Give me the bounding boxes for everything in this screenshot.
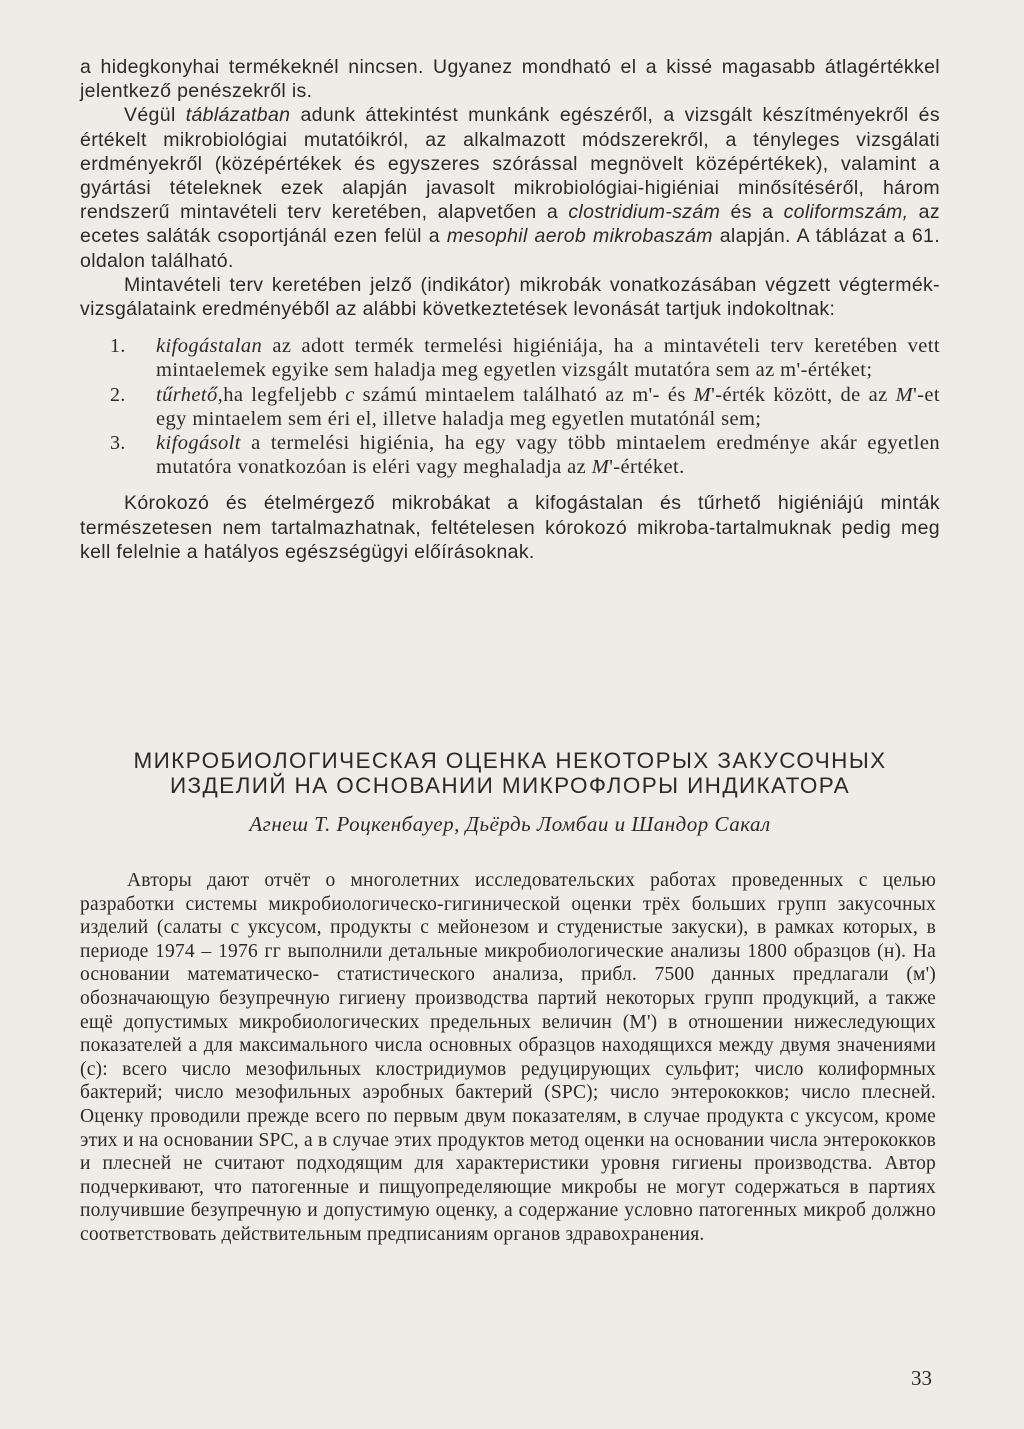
list-text: kifogásolt a termelési higiénia, ha egy vagy több mintaelem eredménye akár egyetlen mutatóra vonatkozóan is eléri vagy meghaladja az M'-értéket. [156, 432, 940, 479]
emphasis-tablazatban: táblázatban [185, 104, 291, 127]
hungarian-text-block [80, 55, 940, 564]
list-number: 1. [110, 335, 126, 358]
paragraph-korokozo: Kórokozó és ételmérgező mikrobákat a kifogástalan és tűrhető higiéniájú minták természetesen nem tartalmazhatnak, feltételesen kórokozó mikroba-tartalmuknak pedig meg kell felelnie a hatályos egészségügyi előírásoknak. [80, 492, 940, 563]
title-line-2: ИЗДЕЛИЙ НА ОСНОВАНИИ МИКРОФЛОРЫ ИНДИКАТОРА [169, 773, 851, 798]
paragraph-tablazat [80, 103, 940, 272]
list-item [80, 431, 940, 479]
paragraph-penesz: a hidegkonyhai termékeknél nincsen. Ugyanez mondható el a kissé magasabb átlagértékkel jelentkező penészekről is. [80, 56, 940, 103]
text-span: alapján. A táblázat a 61. oldalon található. [80, 225, 940, 272]
russian-summary-title [80, 748, 940, 798]
text-span: adunk áttekintést munkánk egészéről, a vizsgált készítményekről és értékelt mikrobiológiai mutatóikról, az alkalmazott módszerekről, a tényleges vizsgálati erdményekről (középértékek és egyszeres szórással megnövelt középértékek), valamint a gyártási tételeknek ezek alapján javasolt mikrobiológiai-higiéniai minősítéséről, három rendszerű mintavételi terv keretében, alapvetően a [80, 104, 940, 224]
list-text: tűrhető,ha legfeljebb c számú mintaelem található az m'- és M'-érték között, de az M'-et egy mintaelem sem éri el, illetve haladja meg egyetlen mutatónál sem; [156, 383, 940, 430]
term-turheto: tűrhető, [156, 383, 224, 406]
text-span: Végül [124, 104, 186, 127]
text-span: az ecetes saláták csoportjánál ezen felül a [80, 201, 940, 248]
title-line-1: МИКРОБИОЛОГИЧЕСКАЯ ОЦЕНКА НЕКОТОРЫХ ЗАКУСОЧНЫХ [133, 748, 887, 773]
russian-abstract: Авторы дают отчёт о многолетних исследовательских работах проведенных с целью разработки системы микробиологическо-гигинической оценки трёх больших групп закусочных изделий (салаты с уксусом, продукты с мейонезом и студенистые закуски), в рамках которых, в периоде 1974 – 1976 гг выполнили детальные микробиологические анализы 1800 образцов (н). На основании математическо- статистического анализа, прибл. 7500 данных предлагали (м') обозначающую безупречную гигиену производства партий некоторых групп продукций, а также ещё допустимых микробиологических предельных величин (М') в отношении нижеследующих показателей а для максимального числа основных образцов находящихся между двумя значениями (с): всего число мезофильных клостридиумов редуцирующих сульфит; число колиформных бактерий; число мезофильных аэробных бактерий (SPC); число энтерококков; число плесней. Оценку проводили прежде всего по первым двум показателям, в случае продукта с уксусом, кроме этих и на основании SPC, а в случае этих продуктов метод оценки на основании числа энтерококков и плесней не считают подходящим для характеристики уровня гигиены производства. Автор подчеркивают, что патогенные и пищуопределяющие микробы не могут содержаться в партиях получившие безупречную и допустимую оценку, а содержание условно патогенных микроб должно соответствовать действительным предписаниям органов здравохранения. [80, 870, 936, 1245]
conclusion-list [80, 334, 940, 479]
term-kifogasolt: kifogásolt [156, 432, 241, 455]
emphasis-coliform: coliformszám, [783, 201, 909, 224]
list-number: 2. [110, 383, 126, 406]
list-item [80, 334, 940, 382]
page-number: 33 [911, 1366, 932, 1390]
russian-authors: Агнеш Т. Роцкенбауер, Дьёрдь Ломбаи и Шандор Сакал [249, 812, 771, 836]
term-kifogastalan: kifogástalan [156, 335, 263, 358]
paragraph-mintaveteli: Mintavételi terv keretében jelző (indikátor) mikrobák vonatkozásában végzett végtermék-vizsgálataink eredményéből az alábbi következtetések levonását tartjuk indokoltnak: [80, 273, 940, 321]
text-span: és a [720, 201, 784, 224]
list-number: 3. [110, 432, 126, 455]
emphasis-mesophil: mesophil aerob mikrobaszám [446, 225, 713, 248]
list-item [80, 383, 940, 431]
list-text: kifogástalan az adott termék termelési higiéniája, ha a mintavételi terv keretében vett mintaelemek egyike sem haladja meg egyetlen vizsgált mutatóra sem az m'-értéket; [156, 335, 940, 382]
emphasis-clostridium: clostridium-szám [568, 201, 721, 224]
